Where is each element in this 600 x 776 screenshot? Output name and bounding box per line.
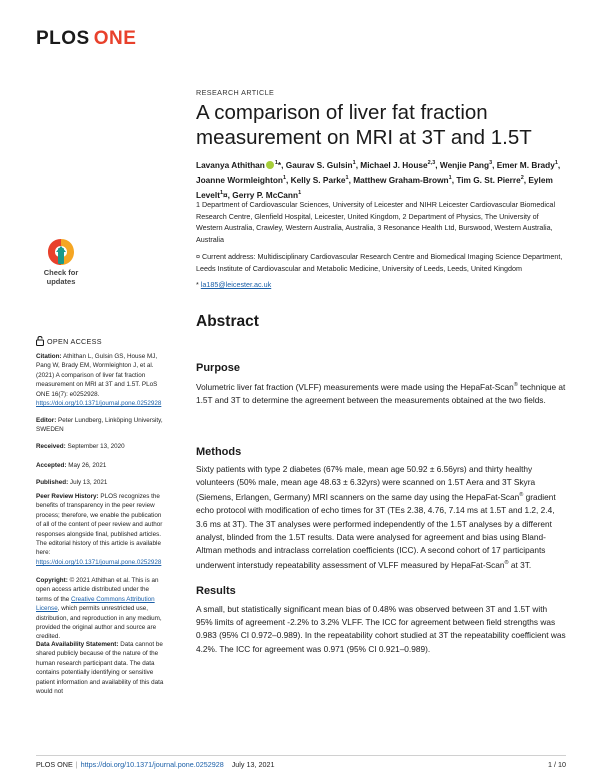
results-heading: Results <box>196 585 236 597</box>
copyright-text-1: © 2021 Athithan et al. This is an open access article distributed under the terms of the <box>36 577 159 603</box>
citation-block <box>36 352 166 408</box>
copyright-label: Copyright: <box>36 577 68 584</box>
peer-review-block <box>36 492 166 567</box>
footer-doi-link[interactable]: https://doi.org/10.1371/journal.pone.0252928 <box>80 760 224 769</box>
accepted-date: May 26, 2021 <box>66 462 107 469</box>
footer-separator-2 <box>227 760 229 769</box>
methods-text: Sixty patients with type 2 diabetes (67% male, mean age 50.92 ± 6.56yrs) and thirty healthy volunteers (50% male, mean age 48.63 ± 6.32yrs) were scanned on 1.5T Aera and 3T Skyra (Siemens, Erlangen, Germany) MRI scanners on the same day using the HepaFat-Scan® gradient echo protocol with modification of echo times for 3T (TEs 2.38, 4.76, 7.14 ms at 1.5T and 1.2, 2.4, 3.6 ms at 3T). The 3T analyses were performed independently of the 1.5T analyses by a different analyst, blinded from the 1.5T results. Data were analysed for agreement and bias using Bland-Altman methods and intraclass correlation coefficients (ICC). A second cohort of 17 participants underwent interstudy repeatability assessment of VLFF measured by HepaFat-Scan® at 3T. <box>196 464 556 570</box>
footer-separator: | <box>75 760 78 769</box>
purpose-text: Volumetric liver fat fraction (VLFF) measurements were made using the HepaFat-Scan® technique at 1.5T and 3T to determine the agreement between the measurements obtained at the two fields. <box>196 381 566 405</box>
open-lock-icon <box>36 336 44 346</box>
check-for-updates-line1: Check for <box>43 268 79 277</box>
data-availability-label: Data Availability Statement: <box>36 641 119 648</box>
citation-doi-link[interactable]: https://doi.org/10.1371/journal.pone.0252928 <box>36 400 162 408</box>
check-for-updates-icon <box>47 238 75 268</box>
published-block <box>36 478 166 487</box>
journal-logo <box>36 28 136 50</box>
received-label: Received: <box>36 443 66 450</box>
peer-review-text: PLOS recognizes the benefits of transparency in the peer review process; therefore, we enable the publication of all of the content of peer review and author responses alongside final, published articles. The editorial history of this article is available here: <box>36 493 163 557</box>
article-title: A comparison of liver fat fraction measurement on MRI at 3T and 1.5T <box>196 101 532 149</box>
peer-review-doi-link[interactable]: https://doi.org/10.1371/journal.pone.0252928 <box>36 558 162 566</box>
footer-journal: PLOS ONE <box>36 760 73 769</box>
article-type: RESEARCH ARTICLE <box>196 88 275 97</box>
citation-label: Citation: <box>36 353 62 360</box>
published-label: Published: <box>36 479 69 486</box>
footer-date: July 13, 2021 <box>231 760 275 769</box>
check-for-updates-label <box>36 269 86 286</box>
page-number: 1 / 10 <box>548 760 566 769</box>
data-availability-block <box>36 640 166 696</box>
received-block <box>36 442 166 451</box>
accepted-label: Accepted: <box>36 462 67 469</box>
affiliations: 1 Department of Cardiovascular Sciences, University of Leicester and NIHR Leicester Cardiovascular Biomedical Research Centre, Glenfield Hospital, Leicester, United Kingdom, 2 Department of Physics, The University of Western Australia, Crawley, Western Australia, Australia, 3 Resonance Health Ltd, Burswood, Western Australia, Australia <box>196 200 556 244</box>
data-availability-text: Data cannot be shared publicly because of the nature of the human research participant data. The data contains potentially identifying or sensitive patient information and availability of this data would not <box>36 641 164 696</box>
editor-block <box>36 416 166 435</box>
purpose-heading: Purpose <box>196 362 241 374</box>
journal-logo-plos: PLOS <box>36 28 90 49</box>
received-date: September 13, 2020 <box>65 443 125 450</box>
open-access-text: OPEN ACCESS <box>47 337 102 346</box>
license-link[interactable]: Creative Commons Attribution License <box>36 595 155 613</box>
email-prefix: * <box>196 280 201 289</box>
methods-heading: Methods <box>196 446 242 458</box>
published-date: July 13, 2021 <box>68 479 108 486</box>
corresponding-email-link[interactable]: la185@leicester.ac.uk <box>200 280 272 289</box>
citation-text: Athithan L, Gulsin GS, House MJ, Pang W, Brady EM, Wormleighton J, et al. (2021) A comparison of liver fat fraction measurement on MRI at 3T and 1.5T. PLoS ONE 16(7): e0252928. <box>36 353 158 398</box>
editor-label: Editor: <box>36 417 57 424</box>
check-for-updates-line2: updates <box>46 276 76 286</box>
editor-text: Peter Lundberg, Linköping University, SWEDEN <box>36 417 163 434</box>
page-footer <box>36 760 274 769</box>
journal-logo-one: ONE <box>93 28 137 49</box>
peer-review-label: Peer Review History: <box>36 493 99 500</box>
copyright-block <box>36 576 166 642</box>
footer-divider <box>36 755 566 756</box>
abstract-heading: Abstract <box>196 313 259 330</box>
copyright-text-2: , which permits unrestricted use, distribution, and reproduction in any medium, provided the original author and source are credited. <box>36 605 162 641</box>
check-for-updates-badge[interactable] <box>36 238 86 290</box>
current-address: ¤ Current address: Multidisciplinary Cardiovascular Research Centre and Biomedical Imaging Science Department, Leeds Institute of Cardiovascular and Metabolic Medicine, University of Leeds, Leeds, United Kingdom <box>196 252 563 273</box>
author-list: Lavanya Athithan $^1$*, Gaurav S. Gulsin$^1$, Michael J. House$^{2,3}$, Wenjie Pang$^3$, Emer M. Brady$^1$, Joanne Wormleighton$^1$, Kelly S. Parke$^1$, Matthew Graham-Brown$^1$, Tim G. St. Pierre$^2$, Eylem Levelt$^1$¤, Gerry P. McCann$^1$ <box>196 159 561 200</box>
corresponding-email-line <box>196 280 271 289</box>
results-text: A small, but statistically significant mean bias of 0.48% was observed between 3T and 1.5T with 95% limits of agreement -2.2% to 3.2% VLFF. The ICC for agreement between field strengths was 0.983 (95% CI 0.972–0.989). In the repeatability cohort studied at 3T the repeatability coefficient was 4.2%. The ICC for agreement was 0.971 (95% CI 0.921–0.989). <box>196 604 566 654</box>
accepted-block <box>36 461 166 470</box>
open-access-label <box>36 336 102 346</box>
